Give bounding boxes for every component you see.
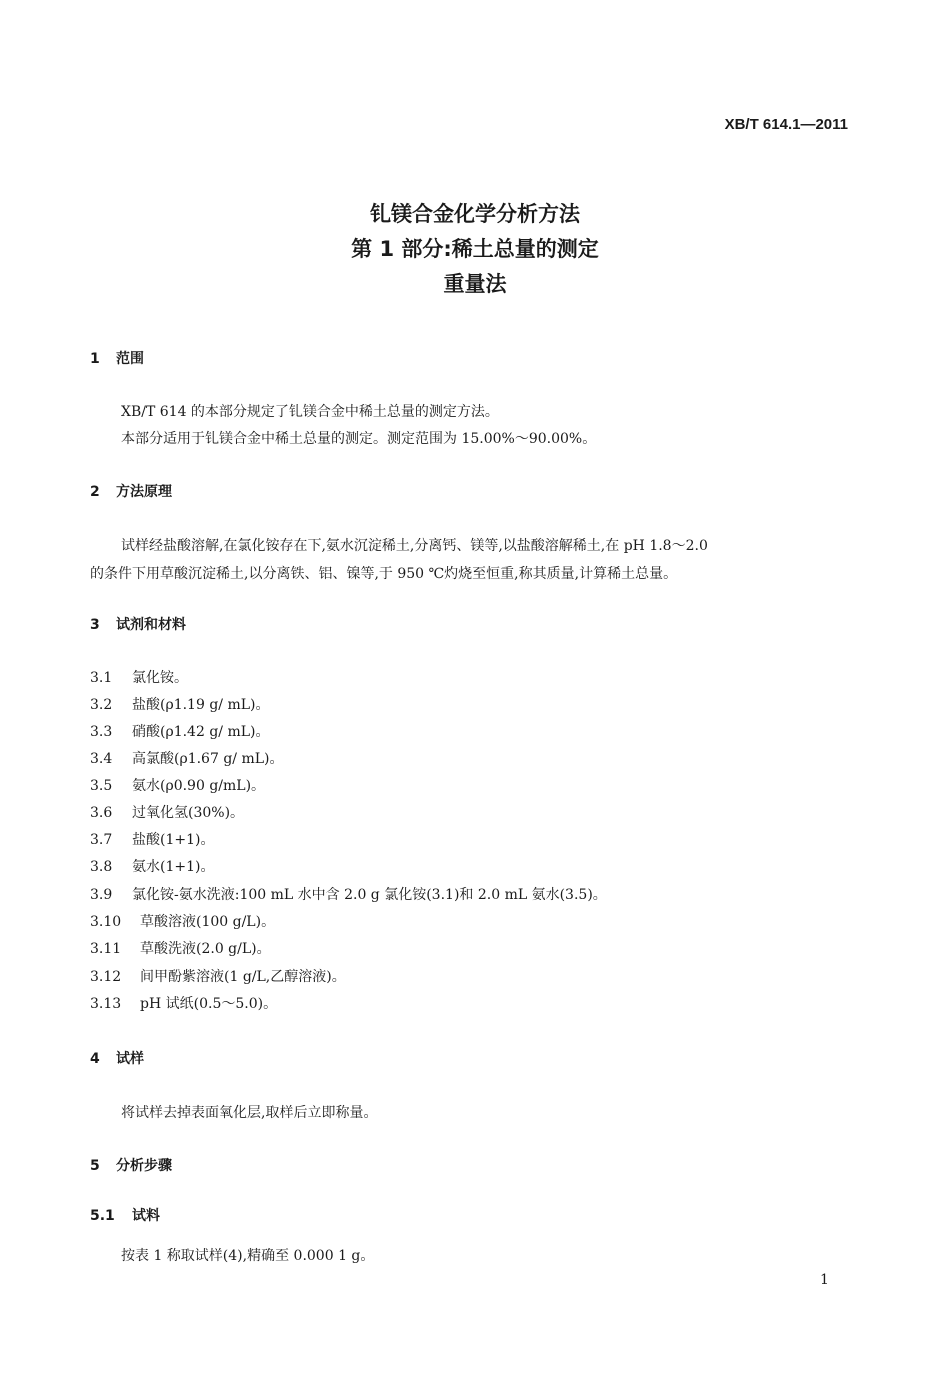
item-text: pH 试纸(0.5～5.0)。 [140,996,278,1012]
item-text: 高氯酸(ρ1.67 g/ mL)。 [132,751,284,767]
section-4-heading [90,1048,144,1068]
section-title: 分析步骤 [116,1158,172,1174]
section-number: 2 [90,484,100,500]
subsection-5-1-heading [90,1205,160,1225]
reagent-item [90,721,269,741]
reagent-item [90,966,346,986]
reagent-item [90,856,214,876]
item-number: 3.13 [90,996,122,1012]
item-text: 氯化铵-氨水洗液:100 mL 水中含 2.0 g 氯化铵(3.1)和 2.0 mL 氨水(3.5)。 [132,887,607,903]
item-number: 3.8 [90,859,113,875]
subsection-number: 5.1 [90,1208,115,1224]
section-title: 试剂和材料 [116,617,186,633]
section-number: 3 [90,617,100,633]
section-1-paragraph-2: 本部分适用于钆镁合金中稀土总量的测定。测定范围为 15.00%～90.00%。 [121,431,597,447]
item-number: 3.1 [90,670,113,686]
reagent-item [90,802,244,822]
item-number: 3.10 [90,914,122,930]
subsection-title: 试料 [132,1208,160,1224]
item-text: 间甲酚紫溶液(1 g/L,乙醇溶液)。 [140,969,346,985]
item-text: 氨水(ρ0.90 g/mL)。 [132,778,266,794]
reagent-item [90,829,214,849]
reagent-item [90,775,265,795]
section-2-paragraph-line-2: 的条件下用草酸沉淀稀土,以分离铁、铝、镍等,于 950 ℃灼烧至恒重,称其质量,计算稀土总量。 [90,566,678,582]
item-text: 草酸洗液(2.0 g/L)。 [140,941,271,957]
document-title-line1: 钆镁合金化学分析方法 [370,202,580,226]
section-3-heading [90,614,186,634]
item-text: 氯化铵。 [132,670,188,686]
section-number: 5 [90,1158,100,1174]
item-text: 盐酸(ρ1.19 g/ mL)。 [132,697,270,713]
item-number: 3.3 [90,724,113,740]
reagent-item [90,694,269,714]
section-title: 范围 [116,351,144,367]
item-number: 3.6 [90,805,113,821]
item-number: 3.9 [90,887,113,903]
reagent-item [90,667,188,687]
subsection-5-1-paragraph: 按表 1 称取试样(4),精确至 0.000 1 g。 [121,1248,375,1264]
item-number: 3.11 [90,941,122,957]
reagent-item [90,938,271,958]
section-4-paragraph: 将试样去掉表面氧化层,取样后立即称量。 [121,1105,378,1121]
section-title: 方法原理 [116,484,172,500]
standard-code: XB/T 614.1—2011 [724,116,848,133]
reagent-item [90,884,607,904]
page-number: 1 [820,1272,829,1288]
section-2-paragraph-line-1: 试样经盐酸溶解,在氯化铵存在下,氨水沉淀稀土,分离钙、镁等,以盐酸溶解稀土,在 pH 1.8～2.0 [121,538,708,554]
item-text: 过氧化氢(30%)。 [132,805,245,821]
reagent-item [90,911,275,931]
item-text: 草酸溶液(100 g/L)。 [140,914,276,930]
item-text: 氨水(1+1)。 [132,859,215,875]
reagent-item [90,993,277,1013]
document-title-line3: 重量法 [443,272,507,296]
section-5-heading [90,1155,172,1175]
section-1-heading [90,348,144,368]
item-text: 硝酸(ρ1.42 g/ mL)。 [132,724,270,740]
section-title: 试样 [116,1051,144,1067]
document-title-line2: 第 1 部分:稀土总量的测定 [351,237,599,261]
item-number: 3.2 [90,697,113,713]
section-number: 1 [90,351,100,367]
item-number: 3.5 [90,778,113,794]
reagent-item [90,748,283,768]
item-number: 3.7 [90,832,113,848]
section-2-heading [90,481,172,501]
section-number: 4 [90,1051,100,1067]
section-1-paragraph-1: XB/T 614 的本部分规定了钆镁合金中稀土总量的测定方法。 [121,404,499,420]
item-number: 3.4 [90,751,113,767]
item-text: 盐酸(1+1)。 [132,832,215,848]
item-number: 3.12 [90,969,122,985]
